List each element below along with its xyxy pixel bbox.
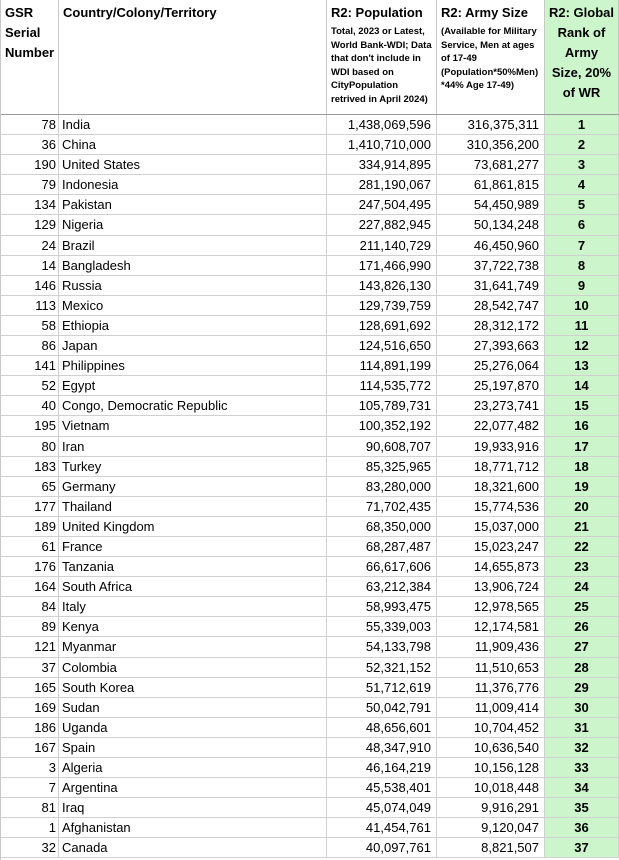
cell-population[interactable]: 48,656,601 (327, 718, 437, 738)
table-row (1, 838, 619, 858)
cell-army-size[interactable]: 73,681,277 (437, 155, 545, 175)
header-row (1, 0, 619, 115)
cell-army-size[interactable]: 12,978,565 (437, 597, 545, 617)
table-row (1, 758, 619, 778)
table-row (1, 416, 619, 436)
table-body (1, 115, 619, 858)
cell-rank[interactable]: 37 (545, 838, 619, 858)
cell-army-size[interactable]: 10,636,540 (437, 738, 545, 758)
cell-army-size[interactable]: 25,276,064 (437, 356, 545, 376)
cell-population[interactable]: 40,097,761 (327, 838, 437, 858)
cell-rank[interactable]: 20 (545, 497, 619, 517)
cell-army-size[interactable]: 15,037,000 (437, 517, 545, 537)
cell-army-size[interactable]: 14,655,873 (437, 557, 545, 577)
cell-army-size[interactable]: 9,916,291 (437, 798, 545, 818)
cell-population[interactable]: 85,325,965 (327, 457, 437, 477)
cell-rank[interactable]: 32 (545, 738, 619, 758)
table-row (1, 718, 619, 738)
cell-rank[interactable]: 12 (545, 336, 619, 356)
cell-gsr[interactable]: 3 (1, 758, 59, 778)
cell-gsr[interactable]: 113 (1, 296, 59, 316)
cell-country[interactable]: South Africa (59, 577, 327, 597)
cell-rank[interactable]: 21 (545, 517, 619, 537)
cell-army-size[interactable]: 10,156,128 (437, 758, 545, 778)
cell-country[interactable]: Thailand (59, 497, 327, 517)
cell-rank[interactable]: 27 (545, 637, 619, 657)
cell-population[interactable]: 171,466,990 (327, 256, 437, 276)
cell-rank[interactable]: 13 (545, 356, 619, 376)
table-row (1, 135, 619, 155)
cell-army-size[interactable]: 54,450,989 (437, 195, 545, 215)
table-row (1, 316, 619, 336)
table-row (1, 437, 619, 457)
cell-rank[interactable]: 9 (545, 276, 619, 296)
table-row (1, 637, 619, 657)
cell-population[interactable]: 1,410,710,000 (327, 135, 437, 155)
cell-rank[interactable]: 6 (545, 215, 619, 235)
cell-gsr[interactable]: 37 (1, 658, 59, 678)
cell-army-size[interactable]: 37,722,738 (437, 256, 545, 276)
table-row (1, 155, 619, 175)
header-gsr-cell[interactable] (1, 0, 59, 114)
cell-army-size[interactable]: 310,356,200 (437, 135, 545, 155)
cell-gsr[interactable]: 164 (1, 577, 59, 597)
cell-gsr[interactable]: 86 (1, 336, 59, 356)
cell-rank[interactable]: 28 (545, 658, 619, 678)
cell-army-size[interactable]: 11,510,653 (437, 658, 545, 678)
cell-gsr[interactable]: 14 (1, 256, 59, 276)
cell-army-size[interactable]: 11,376,776 (437, 678, 545, 698)
cell-population[interactable]: 227,882,945 (327, 215, 437, 235)
cell-country[interactable]: Egypt (59, 376, 327, 396)
cell-gsr[interactable]: 129 (1, 215, 59, 235)
cell-country[interactable]: Pakistan (59, 195, 327, 215)
table-row (1, 115, 619, 135)
cell-rank[interactable]: 34 (545, 778, 619, 798)
header-population-cell[interactable] (327, 0, 437, 114)
cell-gsr[interactable]: 195 (1, 416, 59, 436)
cell-country[interactable]: Iraq (59, 798, 327, 818)
cell-country[interactable]: Turkey (59, 457, 327, 477)
cell-gsr[interactable]: 61 (1, 537, 59, 557)
cell-country[interactable]: China (59, 135, 327, 155)
header-gsr-label: GSR Serial Number (5, 5, 55, 60)
cell-army-size[interactable]: 316,375,311 (437, 115, 545, 135)
cell-gsr[interactable]: 169 (1, 698, 59, 718)
cell-army-size[interactable]: 27,393,663 (437, 336, 545, 356)
table-row (1, 296, 619, 316)
cell-gsr[interactable]: 183 (1, 457, 59, 477)
cell-gsr[interactable]: 40 (1, 396, 59, 416)
cell-population[interactable]: 1,438,069,596 (327, 115, 437, 135)
cell-gsr[interactable]: 189 (1, 517, 59, 537)
header-country-cell[interactable] (59, 0, 327, 114)
cell-gsr[interactable]: 52 (1, 376, 59, 396)
cell-rank[interactable]: 11 (545, 316, 619, 336)
cell-army-size[interactable]: 11,009,414 (437, 698, 545, 718)
cell-gsr[interactable]: 81 (1, 798, 59, 818)
cell-population[interactable]: 100,352,192 (327, 416, 437, 436)
table-row (1, 336, 619, 356)
cell-country[interactable]: Spain (59, 738, 327, 758)
header-rank-cell[interactable] (545, 0, 619, 114)
cell-population[interactable]: 63,212,384 (327, 577, 437, 597)
cell-population[interactable]: 83,280,000 (327, 477, 437, 497)
cell-country[interactable]: Afghanistan (59, 818, 327, 838)
cell-army-size[interactable]: 10,018,448 (437, 778, 545, 798)
cell-population[interactable]: 50,042,791 (327, 698, 437, 718)
cell-gsr[interactable]: 167 (1, 738, 59, 758)
cell-population[interactable]: 68,350,000 (327, 517, 437, 537)
table-row (1, 276, 619, 296)
cell-population[interactable]: 51,712,619 (327, 678, 437, 698)
cell-population[interactable]: 68,287,487 (327, 537, 437, 557)
cell-rank[interactable]: 29 (545, 678, 619, 698)
table-row (1, 798, 619, 818)
cell-gsr[interactable]: 121 (1, 637, 59, 657)
cell-gsr[interactable]: 186 (1, 718, 59, 738)
cell-country[interactable]: Vietnam (59, 416, 327, 436)
cell-gsr[interactable]: 176 (1, 557, 59, 577)
cell-rank[interactable]: 35 (545, 798, 619, 818)
cell-country[interactable]: Russia (59, 276, 327, 296)
cell-population[interactable]: 129,739,759 (327, 296, 437, 316)
cell-gsr[interactable]: 146 (1, 276, 59, 296)
cell-gsr[interactable]: 190 (1, 155, 59, 175)
cell-army-size[interactable]: 12,174,581 (437, 617, 545, 637)
cell-gsr[interactable]: 165 (1, 678, 59, 698)
cell-country[interactable]: Argentina (59, 778, 327, 798)
table-row (1, 457, 619, 477)
cell-country[interactable]: South Korea (59, 678, 327, 698)
cell-rank[interactable]: 19 (545, 477, 619, 497)
cell-country[interactable]: Kenya (59, 617, 327, 637)
cell-rank[interactable]: 14 (545, 376, 619, 396)
cell-gsr[interactable]: 79 (1, 175, 59, 195)
cell-army-size[interactable]: 18,321,600 (437, 477, 545, 497)
table-row (1, 215, 619, 235)
table-row (1, 597, 619, 617)
cell-country[interactable]: Philippines (59, 356, 327, 376)
cell-gsr[interactable]: 24 (1, 236, 59, 256)
cell-rank[interactable]: 5 (545, 195, 619, 215)
cell-country[interactable]: Ethiopia (59, 316, 327, 336)
cell-gsr[interactable]: 1 (1, 818, 59, 838)
cell-country[interactable]: Congo, Democratic Republic (59, 396, 327, 416)
cell-gsr[interactable]: 58 (1, 316, 59, 336)
cell-population[interactable]: 114,891,199 (327, 356, 437, 376)
cell-gsr[interactable]: 84 (1, 597, 59, 617)
cell-population[interactable]: 54,133,798 (327, 637, 437, 657)
cell-army-size[interactable]: 15,774,536 (437, 497, 545, 517)
cell-rank[interactable]: 2 (545, 135, 619, 155)
table-row (1, 497, 619, 517)
cell-army-size[interactable]: 13,906,724 (437, 577, 545, 597)
header-rank-label: R2: Global Rank of Army Size, 20% of WR (549, 5, 615, 100)
cell-rank[interactable]: 7 (545, 236, 619, 256)
cell-country[interactable]: Mexico (59, 296, 327, 316)
cell-population[interactable]: 55,339,003 (327, 617, 437, 637)
cell-rank[interactable]: 4 (545, 175, 619, 195)
cell-army-size[interactable]: 18,771,712 (437, 457, 545, 477)
header-army-note: (Available for Military Service, Men at ages of 17-49 (Population*50%Men) *44% Age 17-49) (441, 26, 539, 92)
cell-population[interactable]: 45,538,401 (327, 778, 437, 798)
header-country-label: Country/Colony/Territory (63, 5, 217, 20)
header-population-title: R2: Population (331, 5, 423, 20)
cell-army-size[interactable]: 61,861,815 (437, 175, 545, 195)
cell-army-size[interactable]: 28,542,747 (437, 296, 545, 316)
cell-country[interactable]: Canada (59, 838, 327, 858)
cell-gsr[interactable]: 134 (1, 195, 59, 215)
cell-rank[interactable]: 17 (545, 437, 619, 457)
table-row (1, 738, 619, 758)
cell-country[interactable]: India (59, 115, 327, 135)
cell-country[interactable]: Iran (59, 437, 327, 457)
cell-gsr[interactable]: 78 (1, 115, 59, 135)
cell-gsr[interactable]: 89 (1, 617, 59, 637)
cell-country[interactable]: Italy (59, 597, 327, 617)
cell-population[interactable]: 211,140,729 (327, 236, 437, 256)
cell-country[interactable]: United Kingdom (59, 517, 327, 537)
cell-country[interactable]: Indonesia (59, 175, 327, 195)
header-population-note: Total, 2023 or Latest, World Bank-WDI; Data that don't include in WDI based on CityPopulation retrived in April 2024) (331, 26, 432, 105)
table-row (1, 396, 619, 416)
cell-gsr[interactable]: 36 (1, 135, 59, 155)
cell-army-size[interactable]: 8,821,507 (437, 838, 545, 858)
cell-rank[interactable]: 26 (545, 617, 619, 637)
cell-army-size[interactable]: 10,704,452 (437, 718, 545, 738)
table-row (1, 195, 619, 215)
table-row (1, 175, 619, 195)
cell-rank[interactable]: 30 (545, 698, 619, 718)
cell-country[interactable]: Japan (59, 336, 327, 356)
cell-rank[interactable]: 16 (545, 416, 619, 436)
cell-population[interactable]: 143,826,130 (327, 276, 437, 296)
cell-rank[interactable]: 36 (545, 818, 619, 838)
cell-population[interactable]: 52,321,152 (327, 658, 437, 678)
cell-rank[interactable]: 33 (545, 758, 619, 778)
cell-population[interactable]: 45,074,049 (327, 798, 437, 818)
cell-country[interactable]: Brazil (59, 236, 327, 256)
cell-population[interactable]: 90,608,707 (327, 437, 437, 457)
cell-population[interactable]: 281,190,067 (327, 175, 437, 195)
cell-army-size[interactable]: 25,197,870 (437, 376, 545, 396)
cell-population[interactable]: 105,789,731 (327, 396, 437, 416)
cell-country[interactable]: Sudan (59, 698, 327, 718)
cell-country[interactable]: Algeria (59, 758, 327, 778)
cell-army-size[interactable]: 15,023,247 (437, 537, 545, 557)
cell-army-size[interactable]: 19,933,916 (437, 437, 545, 457)
cell-rank[interactable]: 22 (545, 537, 619, 557)
cell-army-size[interactable]: 46,450,960 (437, 236, 545, 256)
table-row (1, 256, 619, 276)
table-row (1, 356, 619, 376)
header-army-cell[interactable] (437, 0, 545, 114)
cell-rank[interactable]: 24 (545, 577, 619, 597)
table-row (1, 557, 619, 577)
cell-country[interactable]: Colombia (59, 658, 327, 678)
cell-gsr[interactable]: 177 (1, 497, 59, 517)
cell-rank[interactable]: 3 (545, 155, 619, 175)
table-row (1, 617, 619, 637)
cell-gsr[interactable]: 65 (1, 477, 59, 497)
cell-gsr[interactable]: 32 (1, 838, 59, 858)
cell-population[interactable]: 46,164,219 (327, 758, 437, 778)
table-row (1, 517, 619, 537)
table-row (1, 577, 619, 597)
cell-rank[interactable]: 18 (545, 457, 619, 477)
table-row (1, 698, 619, 718)
cell-army-size[interactable]: 23,273,741 (437, 396, 545, 416)
cell-country[interactable]: Nigeria (59, 215, 327, 235)
cell-population[interactable]: 114,535,772 (327, 376, 437, 396)
cell-rank[interactable]: 10 (545, 296, 619, 316)
cell-population[interactable]: 247,504,495 (327, 195, 437, 215)
cell-rank[interactable]: 23 (545, 557, 619, 577)
table-row (1, 537, 619, 557)
table-row (1, 477, 619, 497)
cell-population[interactable]: 48,347,910 (327, 738, 437, 758)
cell-country[interactable]: Bangladesh (59, 256, 327, 276)
cell-population[interactable]: 124,516,650 (327, 336, 437, 356)
cell-gsr[interactable]: 141 (1, 356, 59, 376)
table-row (1, 236, 619, 256)
cell-population[interactable]: 334,914,895 (327, 155, 437, 175)
cell-population[interactable]: 58,993,475 (327, 597, 437, 617)
cell-army-size[interactable]: 50,134,248 (437, 215, 545, 235)
cell-army-size[interactable]: 22,077,482 (437, 416, 545, 436)
cell-country[interactable]: Myanmar (59, 637, 327, 657)
cell-rank[interactable]: 15 (545, 396, 619, 416)
cell-army-size[interactable]: 11,909,436 (437, 637, 545, 657)
cell-country[interactable]: United States (59, 155, 327, 175)
table-row (1, 818, 619, 838)
cell-population[interactable]: 71,702,435 (327, 497, 437, 517)
cell-population[interactable]: 128,691,692 (327, 316, 437, 336)
table-row (1, 658, 619, 678)
table-row (1, 678, 619, 698)
cell-country[interactable]: Germany (59, 477, 327, 497)
cell-country[interactable]: Uganda (59, 718, 327, 738)
cell-gsr[interactable]: 7 (1, 778, 59, 798)
cell-army-size[interactable]: 9,120,047 (437, 818, 545, 838)
cell-rank[interactable]: 8 (545, 256, 619, 276)
cell-country[interactable]: France (59, 537, 327, 557)
cell-army-size[interactable]: 28,312,172 (437, 316, 545, 336)
cell-rank[interactable]: 1 (545, 115, 619, 135)
header-army-title: R2: Army Size (441, 5, 528, 20)
cell-gsr[interactable]: 80 (1, 437, 59, 457)
cell-army-size[interactable]: 31,641,749 (437, 276, 545, 296)
cell-population[interactable]: 66,617,606 (327, 557, 437, 577)
table-row (1, 778, 619, 798)
cell-rank[interactable]: 25 (545, 597, 619, 617)
cell-country[interactable]: Tanzania (59, 557, 327, 577)
cell-rank[interactable]: 31 (545, 718, 619, 738)
table-row (1, 376, 619, 396)
cell-population[interactable]: 41,454,761 (327, 818, 437, 838)
